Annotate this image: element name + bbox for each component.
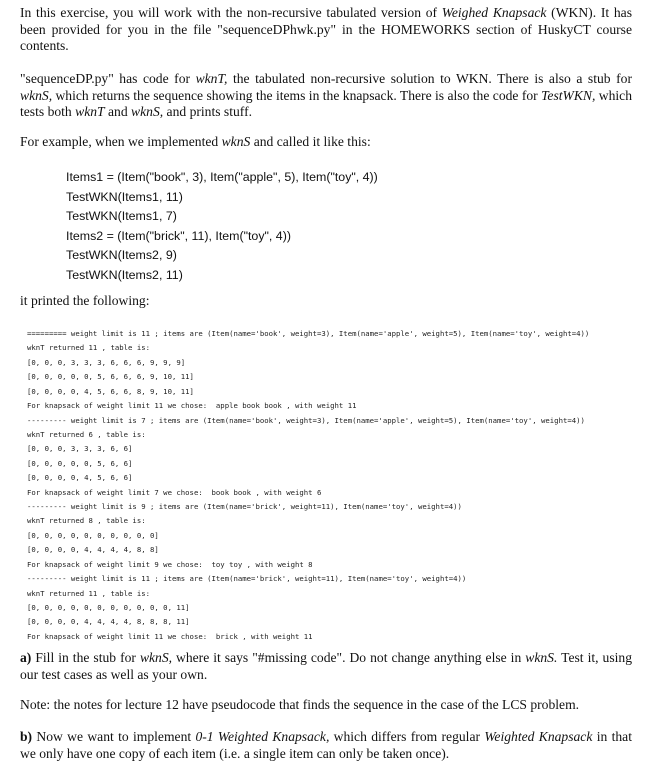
output-line: wknT returned 6 , table is:	[27, 429, 146, 439]
program-output	[27, 327, 639, 644]
output-line: [0, 0, 0, 0, 4, 4, 4, 4, 8, 8]	[27, 545, 159, 555]
note-paragraph	[20, 697, 632, 714]
printed-label	[20, 293, 632, 310]
example-text-2: wknS	[221, 134, 251, 149]
desc-text-11: and prints stuff.	[163, 104, 252, 120]
output-line: [0, 0, 0, 0, 4, 5, 6, 6]	[27, 473, 133, 483]
part-b-text-3: which differs from regular	[329, 729, 485, 744]
intro-text-3: (WKN). It has been provided for you in the file "sequenceDPhwk.py" in the HOMEWORKS section of HuskyCT course contents.	[20, 5, 632, 54]
output-line: [0, 0, 0, 0, 0, 5, 6, 6, 6, 9, 10, 11]	[27, 372, 194, 382]
part-b-text-2: 0-1 Weighted Knapsack,	[195, 729, 330, 744]
part-a-text-4: wknS.	[525, 650, 558, 665]
code-line: TestWKN(Items2, 11)	[66, 267, 183, 282]
part-a-paragraph	[20, 650, 632, 683]
output-line: [0, 0, 0, 0, 0, 0, 0, 0, 0, 0]	[27, 530, 159, 540]
intro-paragraph	[20, 5, 632, 55]
output-line: --------- weight limit is 7 ; items are (Item(name='book', weight=3), Item(name='apple', weight=5), Item(name='toy', weight=4))	[27, 415, 585, 425]
output-line: [0, 0, 0, 3, 3, 3, 6, 6, 6, 9, 9, 9]	[27, 357, 186, 367]
intro-text-2: Weighed Knapsack	[441, 5, 547, 20]
output-line: For knapsack of weight limit 11 we chose: brick , with weight 11	[27, 631, 313, 641]
desc-text-1: "sequenceDP.py" has code for	[20, 71, 196, 86]
code-line: TestWKN(Items2, 9)	[66, 248, 177, 263]
example-text-1: For example, when we implemented	[20, 134, 222, 149]
output-line: For knapsack of weight limit 11 we chose: apple book book , with weight 11	[27, 401, 357, 411]
output-line: ========= weight limit is 11 ; items are (Item(name='book', weight=3), Item(name='apple', weight=5), Item(name='toy', weight=4))	[27, 329, 590, 338]
desc-text-4: wknS,	[20, 87, 53, 103]
output-line: [0, 0, 0, 0, 0, 0, 0, 0, 0, 0, 0, 11]	[27, 603, 190, 613]
desc-text-7: which tests both	[20, 87, 632, 120]
part-b-text-4: Weighted Knapsack	[484, 729, 593, 744]
desc-text-10: wknS,	[131, 104, 164, 120]
code-line: TestWKN(Items1, 7)	[66, 209, 177, 224]
output-line: [0, 0, 0, 3, 3, 3, 6, 6]	[27, 444, 133, 454]
code-example	[66, 168, 378, 286]
part-a-text-3: where it says "#missing code". Do not change anything else in	[172, 650, 526, 665]
part-a-text-5: Test it, using our test cases as well as your own.	[20, 650, 632, 682]
description-paragraph	[20, 71, 632, 121]
part-a-label: a)	[20, 650, 32, 665]
output-line: [0, 0, 0, 0, 0, 5, 6, 6]	[27, 458, 133, 468]
code-line: TestWKN(Items1, 11)	[66, 189, 183, 204]
desc-text-6: TestWKN,	[541, 87, 596, 103]
output-line: For knapsack of weight limit 9 we chose: toy toy , with weight 8	[27, 559, 313, 569]
part-a-text-1: Fill in the stub for	[31, 650, 140, 665]
desc-text-3: the tabulated non-recursive solution to WKN. There is also a stub for	[227, 71, 632, 86]
example-paragraph	[20, 134, 632, 151]
intro-text-1: In this exercise, you will work with the non-recursive tabulated version of	[20, 5, 442, 20]
output-line: wknT returned 11 , table is:	[27, 588, 151, 598]
output-line: --------- weight limit is 9 ; items are (Item(name='brick', weight=11), Item(name='toy', weight=4))	[27, 502, 462, 512]
printed-label-text: it printed the following:	[20, 293, 150, 308]
output-line: [0, 0, 0, 0, 4, 4, 4, 4, 8, 8, 8, 11]	[27, 617, 190, 627]
desc-text-9: and	[104, 104, 132, 120]
output-line: wknT returned 11 , table is:	[27, 343, 151, 353]
code-line: Items1 = (Item("book", 3), Item("apple", 5), Item("toy", 4))	[66, 170, 378, 184]
part-b-text-5: in that we only have one copy of each item (i.e. a single item can only be taken once).	[20, 729, 632, 761]
output-line: wknT returned 8 , table is:	[27, 516, 146, 526]
part-b-paragraph	[20, 729, 632, 762]
part-a-text-2: wknS,	[139, 650, 173, 665]
example-text-3: and called it like this:	[250, 134, 371, 149]
part-b-label: b)	[20, 729, 33, 744]
desc-text-2: wknT,	[195, 71, 228, 86]
desc-text-8: wknT	[75, 104, 105, 120]
code-line: Items2 = (Item("brick", 11), Item("toy", 4))	[66, 228, 291, 243]
output-line: [0, 0, 0, 0, 4, 5, 6, 6, 8, 9, 10, 11]	[27, 386, 194, 396]
output-line: --------- weight limit is 11 ; items are (Item(name='brick', weight=11), Item(name='toy', weight=4))	[27, 574, 467, 584]
output-line: For knapsack of weight limit 7 we chose: book book , with weight 6	[27, 487, 322, 497]
desc-text-5: which returns the sequence showing the items in the knapsack. There is also the code for	[52, 87, 542, 103]
part-b-text-1: Now we want to implement	[32, 729, 196, 744]
note-text: Note: the notes for lecture 12 have pseudocode that finds the sequence in the case of the LCS problem.	[20, 697, 580, 712]
